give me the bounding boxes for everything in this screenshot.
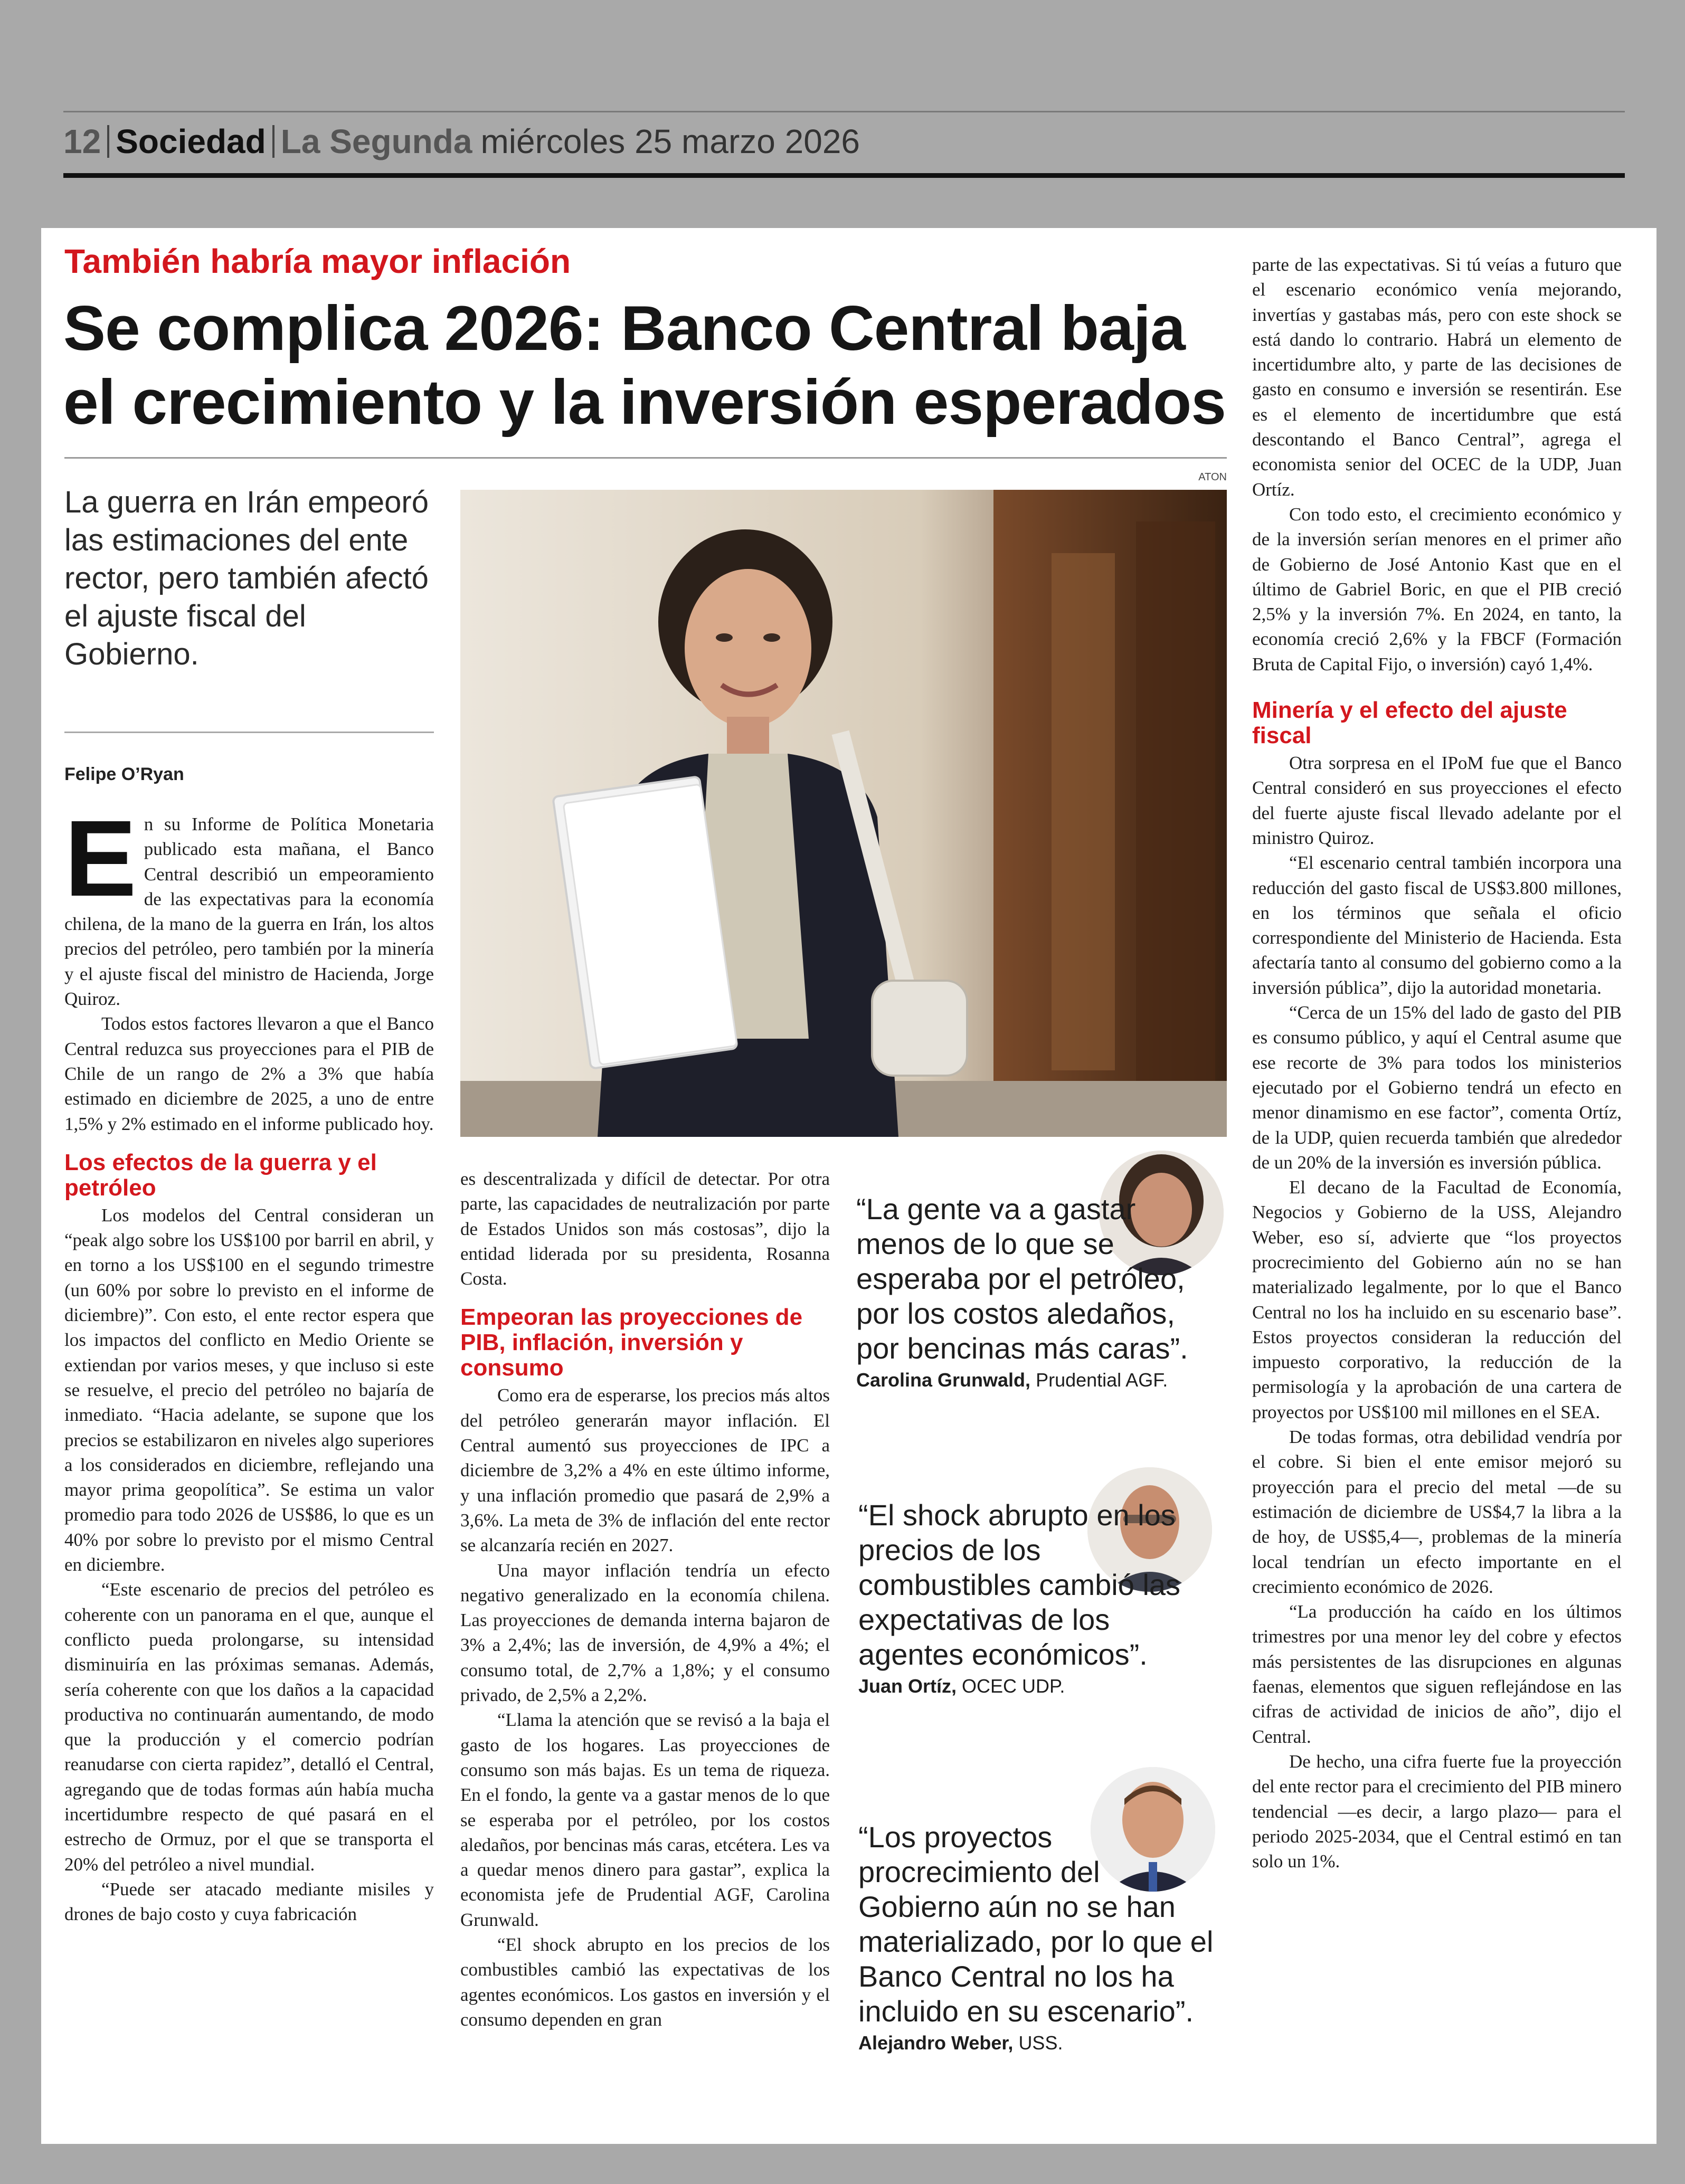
publication-name: La Segunda	[280, 122, 472, 160]
headline-rule	[64, 457, 1227, 459]
page-number: 12	[63, 122, 101, 160]
body-paragraph: “Puede ser atacado mediante misiles y drones de bajo costo y cuya fabricación	[64, 1878, 434, 1925]
pull-quote-attribution	[856, 1369, 1215, 1391]
pull-quote-ortiz	[858, 1498, 1215, 1697]
body-column-2	[460, 1166, 830, 2032]
main-photo	[460, 490, 1227, 1137]
article-kicker: También habría mayor inflación	[64, 242, 571, 280]
body-paragraph: Como era de esperarse, los precios más altos del petróleo generarán mayor inflación. El Central aumentó sus proyecciones de IPC a diciembre de 3,2% a 4% en este último informe, y una inflación promedio que pasará de 2,9% a 3,6%. La meta de 3% de inflación del ente rector se alcanzaría recién en 2027.	[460, 1385, 830, 1556]
body-paragraph: Los modelos del Central consideran un “peak algo sobre los US$100 por barril en abril, y en torno a los US$100 en el segundo trimestre (un 60% por sobre lo previsto en el informe de diciembre)”. Con esto, el ente rector espera que los impactos del conflicto en Medio Oriente se extiendan por varios meses, y que incluso si este se resuelve, el precio del petróleo no bajaría de inmediato. “Hacia adelante, se supone que los precios se estabilizaron en niveles algo superiores a los considerados en diciembre, reflejando una mayor prima geopolítica”. Se estima un valor promedio para todo 2026 de US$86, lo que es un 40% por sobre lo previsto por el mismo Central en diciembre.	[64, 1204, 434, 1575]
pull-quote-text: “El shock abrupto en los precios de los combustibles cambió las expectativas de los agentes económicos”.	[858, 1498, 1181, 1671]
quote-author: Alejandro Weber,	[858, 2032, 1014, 2054]
quote-affiliation: USS.	[1018, 2032, 1063, 2054]
body-paragraph: El decano de la Facultad de Economía, Negocios y Gobierno de la USS, Alejandro Weber, eso sí, advierte que “los proyectos procrecimiento del Gobierno aún no se han materializado legalmente, por lo que el Banco Central no los ha incluido en su escenario base”. Estos proyectos consideran la reducción del impuesto corporativo, la reducción de la permisología y la aprobación de una cartera de proyectos por US$100 mil millones en el SEA.	[1252, 1177, 1622, 1422]
header-top-rule	[63, 111, 1625, 112]
quote-author: Carolina Grunwald,	[856, 1369, 1031, 1391]
article-deck: La guerra en Irán empeoró las estimaciones del ente rector, pero también afectó el ajuste fiscal del Gobierno.	[64, 485, 429, 671]
body-paragraph: “Este escenario de precios del petróleo es coherente con un panorama en el que, aunque el conflicto pueda prolongarse, su intensidad disminuiría en las próximas semanas. Además, sería coherente con que los daños a la capacidad productiva no continuarán aumentando, de modo que la producción y el comercio podrían reanudarse con cierta rapidez”, detalló el Central, agregando que de todas formas aún había mucha incertidumbre respecto de qué pasará en el estrecho de Ormuz, por el que se transporta el 20% del petróleo a nivel mundial.	[64, 1579, 434, 1875]
body-paragraph: “Cerca de un 15% del lado de gasto del PIB es consumo público, y aquí el Central asume que ese recorte de 3% para todos los ministerios ejecutado por el Gobierno tendrá un efecto en menor dinamismo en ese factor”, comenta Ortíz, de la UDP, quien recuerda también que alrededor de un 20% de la inversión es inversión pública.	[1252, 1002, 1622, 1173]
deck-rule	[64, 732, 434, 733]
body-paragraph: “El escenario central también incorpora una reducción del gasto fiscal de US$3.800 millones, en los términos que señala el oficio correspondiente del Ministerio de Hacienda. Esta afectaría tanto al consumo del gobierno como a la inversión pública”, dijo la autoridad monetaria.	[1252, 852, 1622, 998]
quote-affiliation: Prudential AGF.	[1036, 1369, 1168, 1391]
article-headline: Se complica 2026: Banco Central baja el crecimiento y la inversión esperados	[63, 293, 1226, 438]
pull-quote-text: “La gente va a gastar menos de lo que se esperaba por el petróleo, por los costos aledaños, por bencinas más caras”.	[856, 1192, 1188, 1365]
body-column-1	[64, 798, 434, 1926]
body-paragraph: Una mayor inflación tendría un efecto negativo generalizado en la economía chilena. Las proyecciones de demanda interna bajaron de 3% a 2,4%; las de inversión, de 4,9% a 4%; el consumo total, de 2,7% a 1,8%; y el consumo privado, de 2,5% a 2,2%.	[460, 1560, 830, 1706]
body-paragraph: Otra sorpresa en el IPoM fue que el Banco Central consideró en sus proyecciones el efecto del fuerte ajuste fiscal llevado adelante por el ministro Quiroz.	[1252, 753, 1622, 848]
body-paragraph: Con todo esto, el crecimiento económico y de la inversión serían menores en el primer año de Gobierno de José Antonio Kast que en el último de Gabriel Boric, en que el PIB creció 2,5% y la inversión 7%. En 2024, en tanto, la economía creció 2,6% y la FBCF (Formación Bruta de Capital Fijo, o inversión) cayó 1,4%.	[1252, 504, 1622, 675]
header-divider	[272, 125, 274, 158]
quote-author: Juan Ortíz,	[858, 1675, 957, 1697]
body-paragraph: Todos estos factores llevaron a que el Banco Central reduzca sus proyecciones para el PIB de Chile de un rango de 2% a 3% que había estimado en diciembre de 2025, a uno de entre 1,5% y 2% estimado en el informe publicado hoy.	[64, 1013, 434, 1134]
subheading: Los efectos de la guerra y el petróleo	[64, 1149, 377, 1201]
pull-quote-text: “Los proyectos procrecimiento del Gobierno aún no se han materializado, por lo que el Banco Central no los ha incluido en su escenario”.	[858, 1820, 1214, 2028]
subheading: Empeoran las proyecciones de PIB, inflación, inversión y consumo	[460, 1304, 803, 1381]
body-paragraph: es descentralizada y difícil de detectar. Por otra parte, las capacidades de neutralización por parte de Estados Unidos son más costosas”, dijo la entidad liderada por su presidenta, Rosanna Costa.	[460, 1169, 830, 1289]
page-header	[63, 115, 860, 168]
pull-quote-grunwald	[856, 1192, 1215, 1391]
body-paragraph: n su Informe de Política Monetaria publicado esta mañana, el Banco Central describió un empeoramiento de las expectativas para la economía chilena, de la mano de la guerra en Irán, los altos precios del petróleo, pero también por la minería y el ajuste fiscal del ministro de Hacienda, Jorge Quiroz.	[64, 814, 434, 1010]
article-byline: Felipe O’Ryan	[64, 764, 184, 784]
issue-date: miércoles 25 marzo 2026	[480, 122, 860, 160]
body-paragraph: parte de las expectativas. Si tú veías a futuro que el escenario económico venía mejorando, invertías y gastabas más, pero con este shock se está dando lo contrario. Habrá un elemento de incertidumbre alto, y parte de las decisiones de gasto en consumo e inversión se resentirán. Ese es el elemento de incertidumbre que está descontando el Banco Central”, agrega el economista senior del OCEC de la UDP, Juan Ortíz.	[1252, 254, 1622, 500]
pull-quote-attribution	[858, 1675, 1215, 1697]
header-divider	[107, 125, 109, 158]
body-paragraph: De todas formas, otra debilidad vendría por el cobre. Si bien el ente emisor mejoró su proyección para el precio del metal —de su estimación de diciembre de US$4,7 la libra a la de hoy, de US$5,4—, problemas de la minería local tendrían un efecto importante en el crecimiento económico de 2026.	[1252, 1427, 1622, 1597]
body-paragraph: “La producción ha caído en los últimos trimestres por una menor ley del cobre y efectos más persistentes de las disrupciones en algunas faenas, elementos que siguen reflejándose en las cifras de actividad de inicios de año”, dijo el Central.	[1252, 1601, 1622, 1747]
body-paragraph: De hecho, una cifra fuerte fue la proyección del ente rector para el crecimiento del PIB minero tendencial —es decir, a largo plazo— para el periodo 2025-2034, que el Central estimó en tan solo un 1%.	[1252, 1751, 1622, 1872]
body-column-4	[1252, 252, 1622, 1874]
body-paragraph: “El shock abrupto en los precios de los combustibles cambió las expectativas de los agentes económicos. Los gastos en inversión y el consumo dependen en gran	[460, 1934, 830, 2030]
photo-credit: ATON	[1198, 471, 1227, 483]
header-bottom-rule	[63, 173, 1625, 178]
section-name: Sociedad	[116, 122, 266, 160]
drop-cap: E	[64, 798, 137, 919]
body-paragraph: “Llama la atención que se revisó a la baja el gasto de los hogares. Las proyecciones de consumo son más bajas. Es un tema de riqueza. En el fondo, la gente va a gastar menos de lo que se esperaba por el petróleo, por los costos aledaños, por bencinas más caras, etcétera. Les va a quedar menos dinero para gastar”, explica la economista jefe de Prudential AGF, Carolina Grunwald.	[460, 1710, 830, 1930]
quote-affiliation: OCEC UDP.	[962, 1675, 1065, 1697]
subheading: Minería y el efecto del ajuste fiscal	[1252, 697, 1567, 749]
pull-quote-weber	[858, 1820, 1217, 2054]
pull-quote-attribution	[858, 2032, 1217, 2054]
